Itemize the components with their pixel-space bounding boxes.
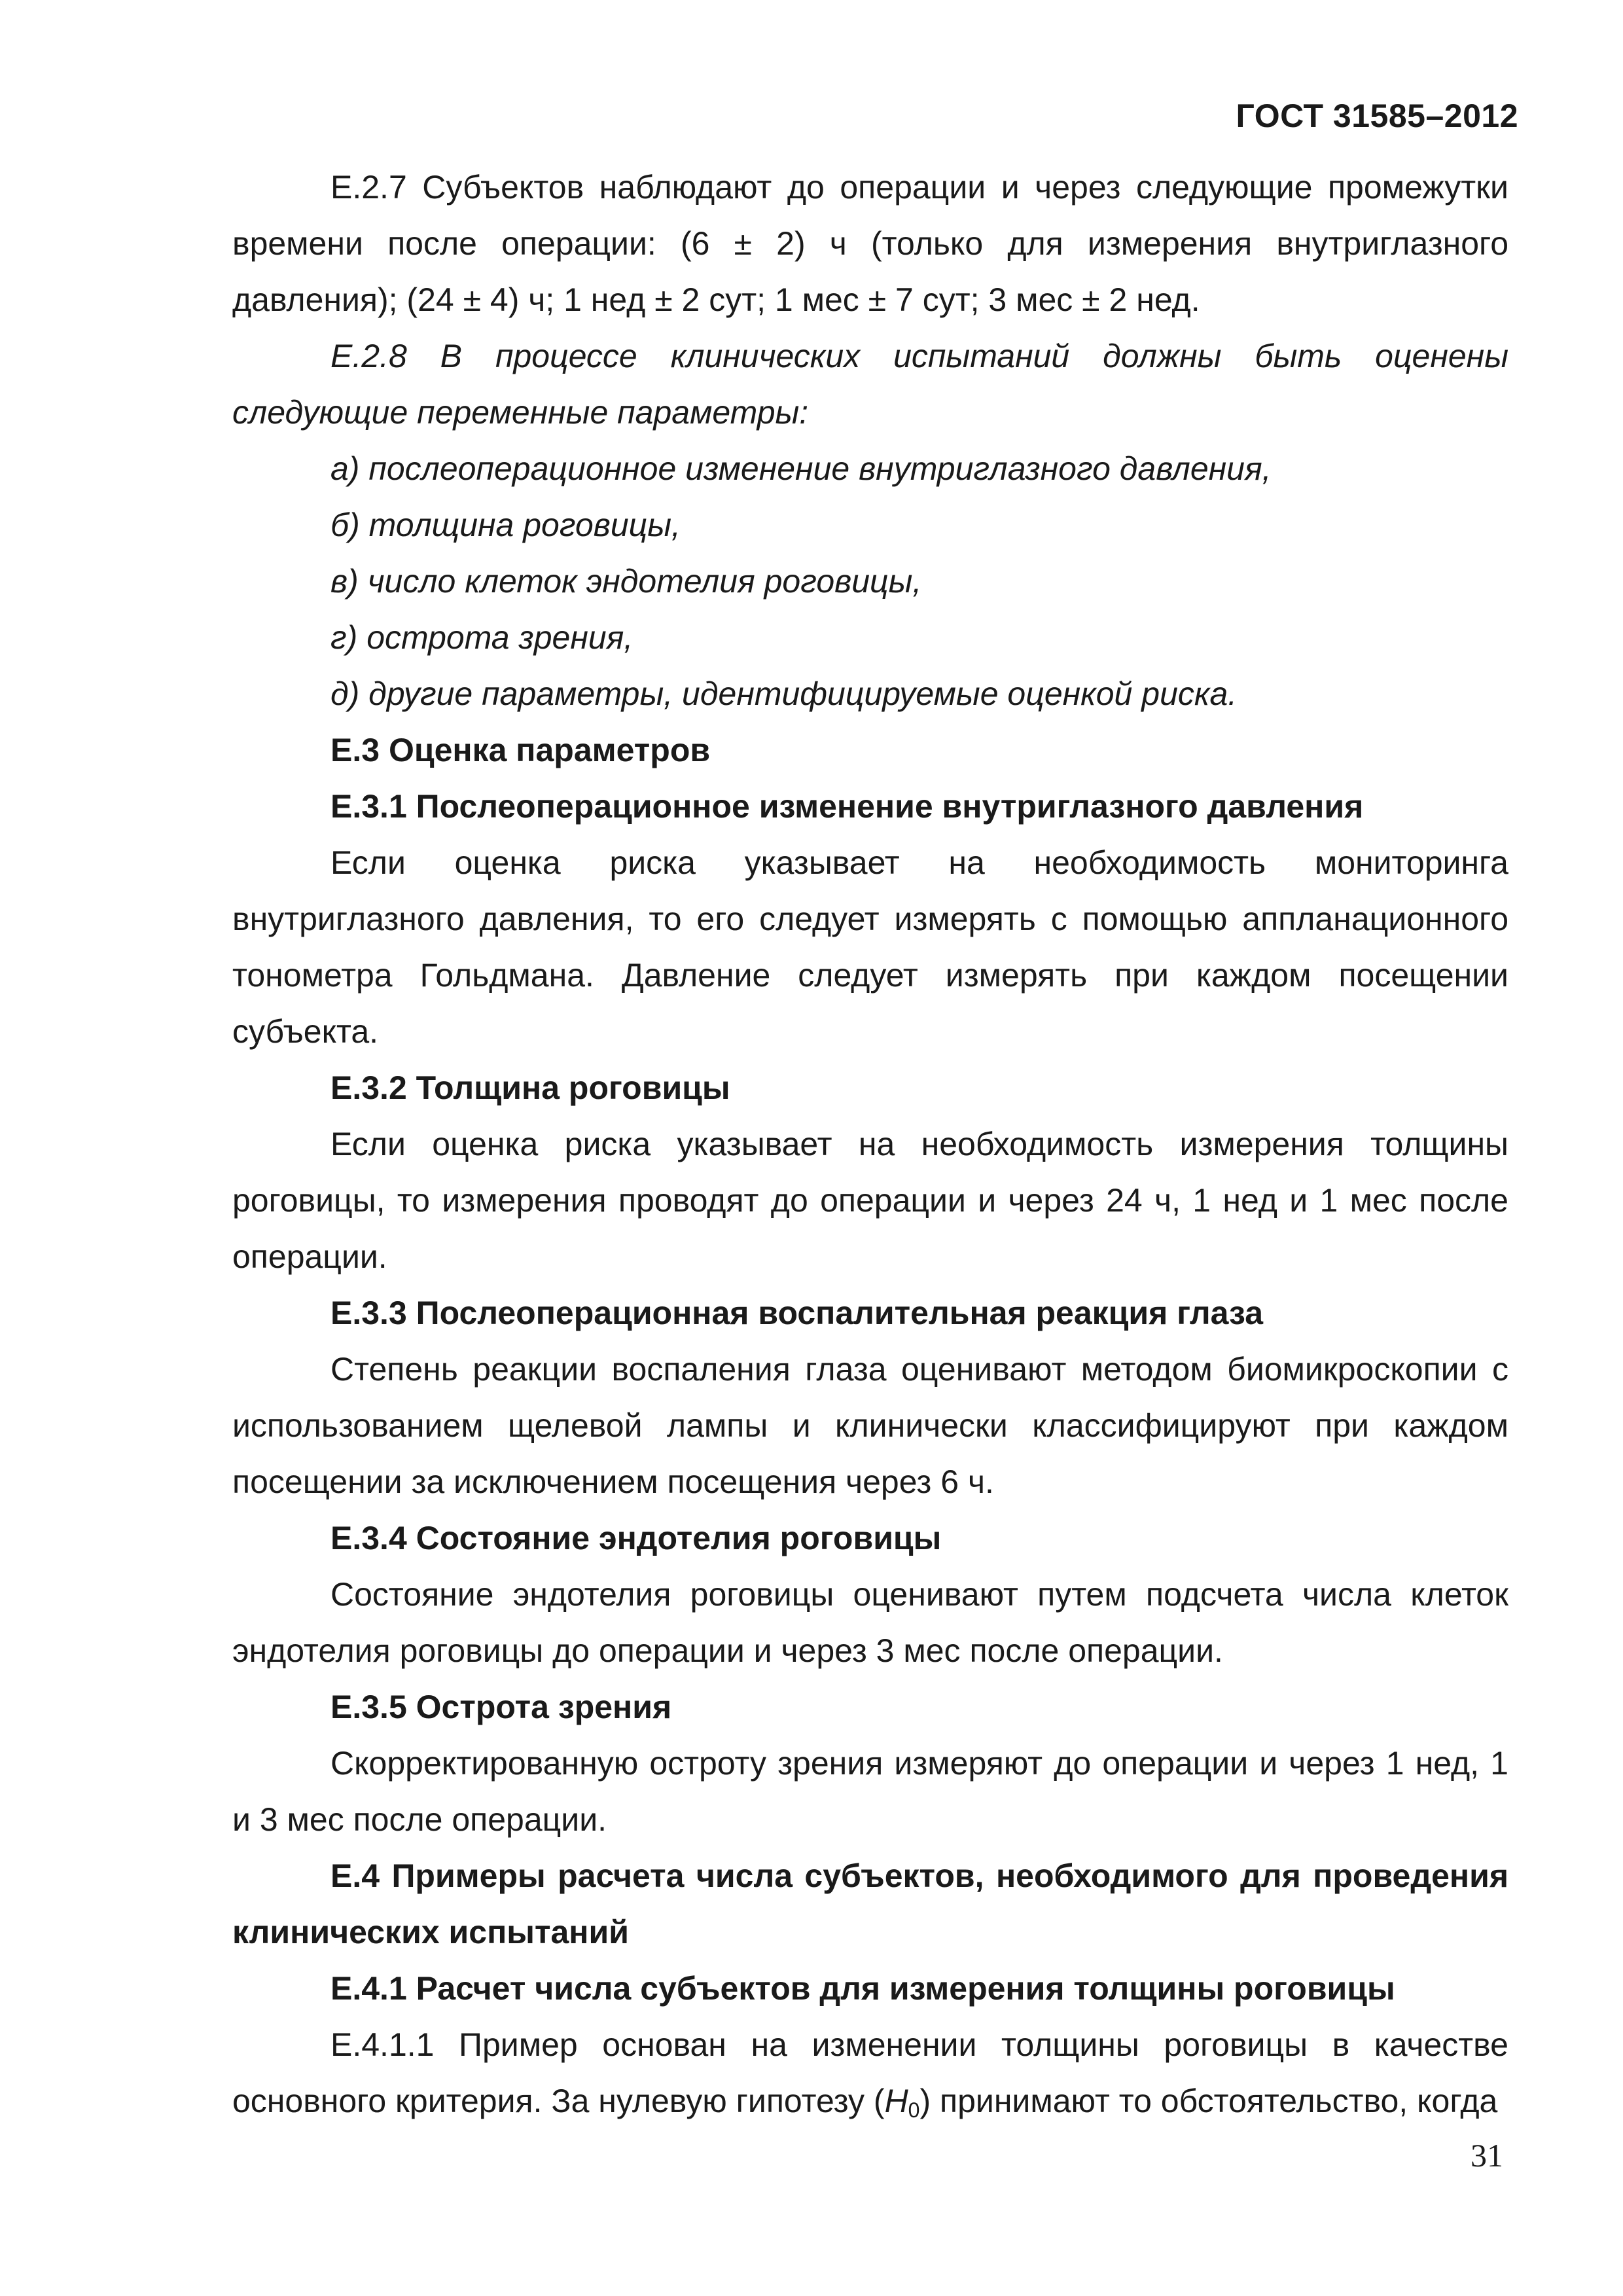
list-item-a: а) послеоперационное изменение внутриглазного давления, <box>330 450 1272 487</box>
paragraph-e32: Если оценка риска указывает на необходимость измерения толщины роговицы, то измерения проводят до операции и через 24 ч, 1 нед и 1 мес после операции. <box>232 1126 1508 1275</box>
hypothesis-subscript: 0 <box>908 2098 920 2122</box>
paragraph-e28: Е.2.8 В процессе клинических испытаний должны быть оценены следующие переменные параметры: <box>232 338 1508 431</box>
paragraph-e411-part-b: ) принимают то обстоятельство, когда <box>919 2083 1498 2119</box>
paragraph-e31: Если оценка риска указывает на необходимость мониторинга внутриглазного давления, то его следует измерять с помощью аппланационного тонометра Гольдмана. Давление следует измерять при каждом посещении субъекта. <box>232 844 1508 1050</box>
heading-e3: Е.3 Оценка параметров <box>330 732 711 768</box>
heading-e31: Е.3.1 Послеоперационное изменение внутриглазного давления <box>330 788 1364 825</box>
list-item-g: г) острота зрения, <box>330 619 633 656</box>
heading-e32: Е.3.2 Толщина роговицы <box>330 1069 730 1106</box>
paragraph-e411-part-a: Е.4.1.1 Пример основан на изменении толщины роговицы в качестве основного критерия. За нулевую гипотезу ( <box>232 2026 1508 2119</box>
page-number: 31 <box>1471 2137 1503 2174</box>
paragraph-e34: Состояние эндотелия роговицы оценивают путем подсчета числа клеток эндотелия роговицы до операции и через 3 мес после операции. <box>232 1576 1508 1669</box>
list-item-v: в) число клеток эндотелия роговицы, <box>330 563 922 600</box>
paragraph-e33: Степень реакции воспаления глаза оценивают методом биомикроскопии с использованием щелевой лампы и клинически классифицируют при каждом посещении за исключением посещения через 6 ч. <box>232 1351 1508 1500</box>
heading-e33: Е.3.3 Послеоперационная воспалительная реакция глаза <box>330 1295 1263 1331</box>
document-body <box>232 159 1508 2129</box>
standard-code-header: ГОСТ 31585–2012 <box>1236 98 1518 134</box>
paragraph-e35: Скорректированную остроту зрения измеряют до операции и через 1 нед, 1 и 3 мес после операции. <box>232 1745 1508 1838</box>
paragraph-e411 <box>232 2017 1508 2129</box>
list-item-d: д) другие параметры, идентифицируемые оценкой риска. <box>330 675 1238 712</box>
heading-e35: Е.3.5 Острота зрения <box>330 1689 672 1725</box>
heading-e34: Е.3.4 Состояние эндотелия роговицы <box>330 1520 942 1556</box>
paragraph-e27: Е.2.7 Субъектов наблюдают до операции и через следующие промежутки времени после операции: (6 ± 2) ч (только для измерения внутриглазного давления); (24 ± 4) ч; 1 нед ± 2 сут; 1 мес ± 7 сут; 3 мес ± 2 нед. <box>232 169 1508 318</box>
list-item-b: б) толщина роговицы, <box>330 507 681 543</box>
hypothesis-symbol: H <box>884 2083 908 2119</box>
heading-e41: Е.4.1 Расчет числа субъектов для измерения толщины роговицы <box>330 1970 1395 2007</box>
heading-e4: Е.4 Примеры расчета числа субъектов, необходимого для проведения клинических испытаний <box>232 1857 1508 1950</box>
